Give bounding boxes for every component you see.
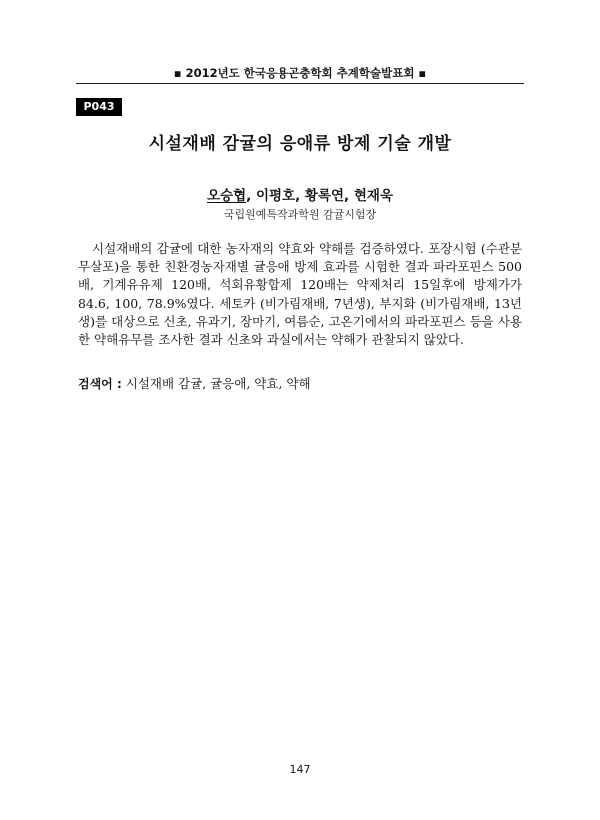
abstract-body: 시설재배의 감귤에 대한 농자재의 약효와 약해를 검증하였다. 포장시험 (수관분무살포)을 통한 친환경농자재별 귤응애 방제 효과를 시험한 결과 파라포핀스 500배, 기계유유제 120배, 석회유황합제 120배는 약제처리 15일후에 방제가가 84.6, 100, 78.9%였다. 세토카 (비가림재배, 7년생), 부지화 (비가림재배, 13년생)를 대상으로 신초, 유과기, 장마기, 여름순, 고온기에서의 파라포핀스 등을 사용한 약해유무를 조사한 결과 신초와 과실에서는 약해가 관찰되지 않았다. (78, 241, 522, 348)
page-number: 147 (289, 763, 311, 776)
keywords-line (78, 375, 522, 393)
affiliation: 국립원예특작과학원 감귤시험장 (223, 208, 377, 221)
author-list (76, 186, 524, 206)
paper-title: 시설재배 감귤의 응애류 방제 기술 개발 (148, 134, 452, 154)
keywords-label: 검색어 : (78, 377, 122, 391)
co-authors: , 이평호, 황록연, 현재욱 (246, 188, 393, 204)
conference-header: ▪ 2012년도 한국응용곤충학회 추계학술발표회 ▪ (173, 66, 427, 80)
header-divider (76, 83, 524, 84)
paper-code-badge: P043 (76, 98, 122, 116)
presenting-author: 오승협 (207, 188, 247, 204)
keywords-value: 시설재배 감귤, 귤응애, 약효, 약해 (121, 376, 311, 391)
